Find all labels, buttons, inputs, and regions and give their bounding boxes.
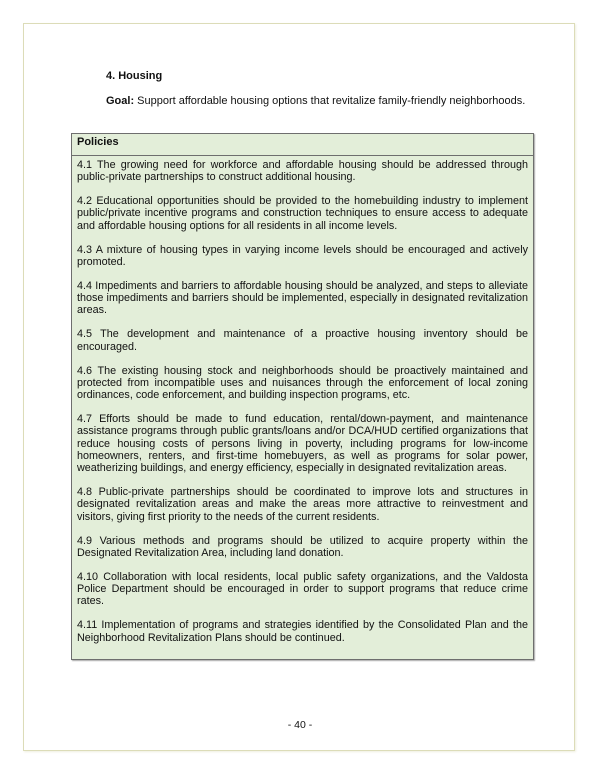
policy-item: 4.9 Various methods and programs should be utilized to acquire property within the Designated Revitalization Area, including land donation.	[77, 534, 528, 559]
policies-body	[72, 156, 533, 644]
goal-statement	[106, 95, 525, 107]
policies-header: Policies	[72, 134, 533, 156]
policy-item: 4.4 Impediments and barriers to affordable housing should be analyzed, and steps to alleviate those impediments and barriers should be implemented, especially in designated revitalization areas.	[77, 279, 528, 317]
policy-item: 4.6 The existing housing stock and neighborhoods should be proactively maintained and protected from incompatible uses and nuisances through the enforcement of local zoning ordinances, code enforcement, and building inspection programs, etc.	[77, 364, 528, 402]
section-heading: 4. Housing	[106, 70, 163, 82]
policy-item: 4.10 Collaboration with local residents, local public safety organizations, and the Valdosta Police Department should be encouraged in order to support programs that reduce crime rates.	[77, 570, 528, 608]
policies-table	[71, 133, 534, 660]
policy-item: 4.1 The growing need for workforce and affordable housing should be addressed through public-private partnerships to construct additional housing.	[77, 159, 528, 184]
page-number: - 40 -	[287, 719, 313, 731]
policy-item: 4.11 Implementation of programs and strategies identified by the Consolidated Plan and the Neighborhood Revitalization Plans should be continued.	[77, 619, 528, 644]
policy-item: 4.8 Public-private partnerships should be coordinated to improve lots and structures in designated revitalization areas and make the areas more attractive to reinvestment and visitors, giving first priority to the needs of the current residents.	[77, 486, 528, 523]
policy-item: 4.5 The development and maintenance of a proactive housing inventory should be encouraged.	[77, 328, 528, 353]
goal-text: Support affordable housing options that revitalize family-friendly neighborhoods.	[134, 95, 526, 107]
policy-item: 4.3 A mixture of housing types in varying income levels should be encouraged and actively promoted.	[77, 243, 528, 268]
goal-label: Goal:	[106, 95, 135, 107]
policy-item: 4.2 Educational opportunities should be provided to the homebuilding industry to implement public/private incentive programs and construction techniques to ensure access to adequate and affordable housing options for all residents in all income levels.	[77, 195, 528, 232]
policy-item: 4.7 Efforts should be made to fund education, rental/down-payment, and maintenance assistance programs through public grants/loans and/or DCA/HUD certified organizations that reduce housing costs of persons living in poverty, including programs for low-income homeowners, renters, and first-time homebuyers, as well as programs for solar power, weatherizing buildings, and energy efficiency, especially in designated revitalization areas.	[77, 413, 528, 475]
